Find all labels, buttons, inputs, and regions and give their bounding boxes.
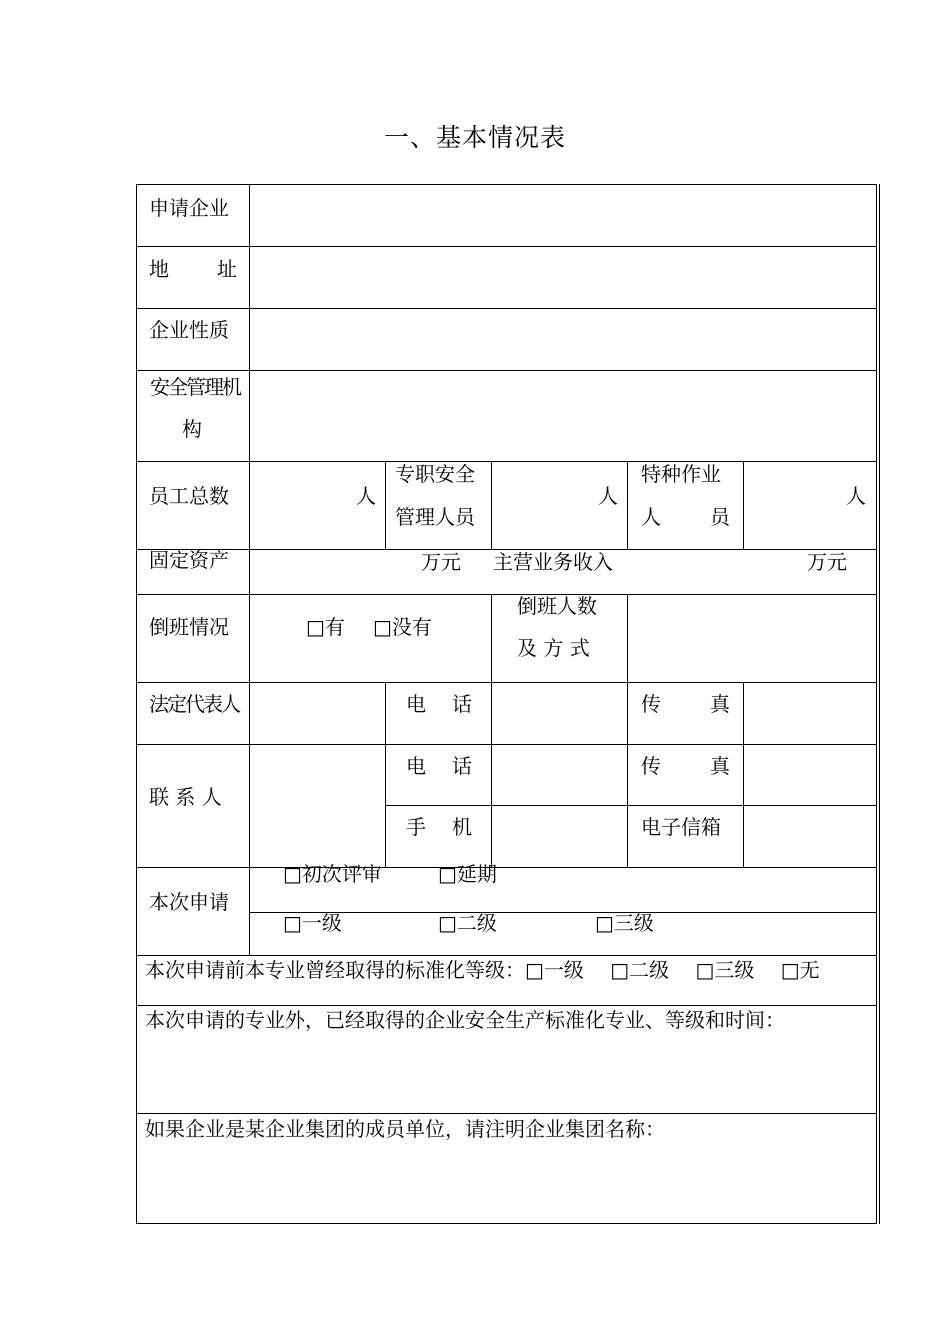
border-right: [876, 184, 877, 1224]
contact-mobile-label-a: 手: [406, 815, 426, 839]
legal-rep-label: 法定代表人: [149, 692, 239, 716]
row-divider: [136, 744, 877, 745]
legal-fax-label-b: 真: [710, 692, 730, 716]
contact-phone-label-a: 电: [406, 754, 426, 778]
shift-count-label-line2: 及 方 式: [517, 636, 590, 660]
shift-label: 倒班情况: [149, 615, 229, 639]
row-divider: [136, 594, 877, 595]
safety-org-label-line2: 构: [182, 417, 202, 441]
special-label-line2b: 员: [710, 505, 730, 529]
full-time-label-line2: 管理人员: [395, 505, 475, 529]
staff-unit: 人: [356, 484, 376, 508]
level2-checkbox[interactable]: □二级: [438, 911, 497, 935]
row-divider: [136, 1005, 877, 1006]
col-divider: [627, 461, 628, 549]
row-divider: [136, 1113, 877, 1114]
contact-mobile-label-b: 机: [452, 815, 472, 839]
page-title: 一、基本情况表: [383, 123, 566, 152]
basic-info-table: [136, 184, 877, 1224]
group-text: 如果企业是某企业集团的成员单位，请注明企业集团名称：: [145, 1117, 665, 1141]
row-divider: [136, 461, 877, 462]
application-label: 本次申请: [149, 890, 229, 914]
full-time-label-line1: 专职安全: [395, 462, 475, 486]
nature-label: 企业性质: [149, 318, 229, 342]
company-input[interactable]: [250, 185, 876, 246]
col-divider: [743, 682, 744, 867]
row-divider: [385, 805, 877, 806]
level1-checkbox[interactable]: □一级: [283, 911, 342, 935]
safety-org-label-line1: 安全管理机: [150, 375, 240, 399]
col-divider: [627, 594, 628, 867]
address-label-right: 址: [217, 257, 237, 281]
nature-input[interactable]: [250, 309, 876, 370]
row-divider: [136, 682, 877, 683]
legal-phone-label-a: 电: [406, 692, 426, 716]
shift-yes-checkbox[interactable]: □有: [306, 615, 345, 639]
assets-label: 固定资产: [149, 548, 229, 572]
address-input[interactable]: [250, 247, 876, 308]
level3-checkbox[interactable]: □三级: [595, 911, 654, 935]
shift-count-label-line1: 倒班人数: [517, 594, 597, 618]
prior-level-text: 本次申请前本专业曾经取得的标准化等级：□一级 □二级 □三级 □无: [145, 958, 820, 982]
assets-unit: 万元: [421, 550, 461, 574]
col-divider: [385, 461, 386, 549]
extension-checkbox[interactable]: □延期: [438, 862, 497, 886]
contact-email-label: 电子信箱: [641, 815, 721, 839]
col-divider: [491, 594, 492, 867]
group-input[interactable]: [137, 1146, 876, 1222]
col-divider: [743, 461, 744, 549]
special-unit: 人: [846, 484, 866, 508]
row-divider: [136, 955, 877, 956]
first-review-checkbox[interactable]: □初次评审: [283, 862, 382, 886]
special-label-line1: 特种作业: [641, 462, 721, 486]
full-time-unit: 人: [598, 484, 618, 508]
staff-label: 员工总数: [149, 484, 229, 508]
revenue-unit: 万元: [807, 550, 847, 574]
col-divider: [491, 461, 492, 549]
other-specialties-input[interactable]: [137, 1036, 876, 1112]
revenue-label: 主营业务收入: [493, 550, 613, 574]
contact-label: 联 系 人: [149, 785, 222, 809]
border-bottom: [136, 1223, 877, 1224]
row-divider: [249, 912, 877, 913]
address-label-left: 地: [149, 257, 169, 281]
company-label: 申请企业: [149, 196, 229, 220]
contact-fax-label-b: 真: [710, 754, 730, 778]
col-divider: [385, 682, 386, 867]
row-divider: [136, 867, 877, 868]
other-specialties-text: 本次申请的专业外，已经取得的企业安全生产标准化专业、等级和时间：: [145, 1008, 785, 1032]
special-label-line2a: 人: [641, 505, 661, 529]
shift-no-checkbox[interactable]: □没有: [373, 615, 432, 639]
contact-fax-label-a: 传: [641, 754, 661, 778]
legal-phone-label-b: 话: [452, 692, 472, 716]
legal-fax-label-a: 传: [641, 692, 661, 716]
contact-phone-label-b: 话: [452, 754, 472, 778]
safety-org-input[interactable]: [250, 371, 876, 461]
